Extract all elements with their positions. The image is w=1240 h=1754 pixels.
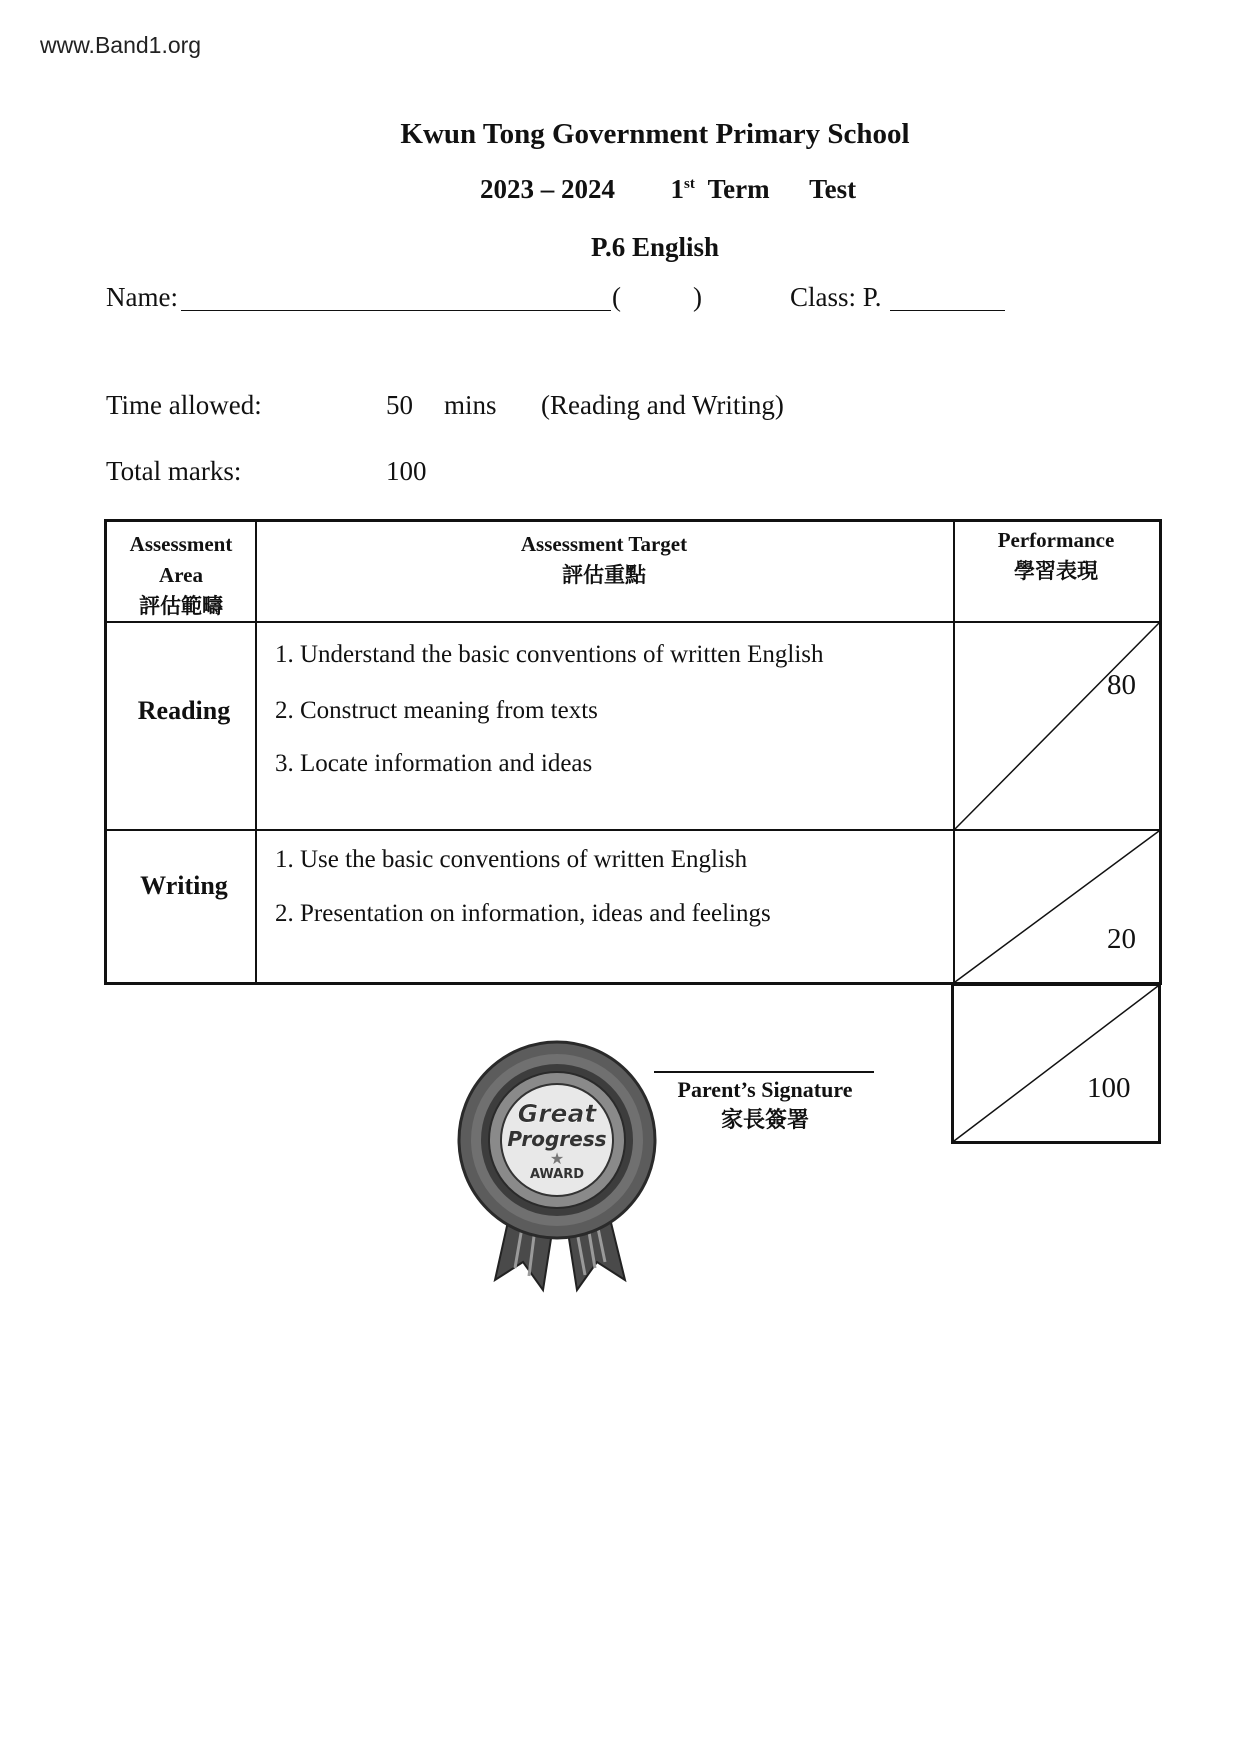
writing-score-slash: [955, 831, 1159, 982]
paren-close: ): [693, 282, 702, 312]
badge-award-text: AWARD: [529, 1167, 585, 1182]
class-field[interactable]: [890, 280, 1005, 311]
badge-great-text: Great: [517, 1099, 597, 1128]
header-performance: Performance 學習表現: [997, 528, 1115, 583]
name-label: Name:: [106, 282, 178, 312]
badge-star-icon: ★: [549, 1151, 565, 1168]
badge-progress-text: Progress: [507, 1127, 607, 1151]
column-divider: [255, 522, 257, 982]
total-score-box: [951, 983, 1161, 1144]
time-value: 50: [386, 390, 413, 420]
area-writing: Writing: [140, 871, 228, 900]
reading-score-slash: [955, 623, 1159, 829]
writing-target-1: 1. Use the basic conventions of written English: [275, 846, 748, 873]
header-assessment-area: Assessment Area 評估範疇: [129, 532, 233, 618]
website-url: www.Band1.org: [40, 32, 202, 58]
great-progress-award-badge: [445, 1040, 665, 1300]
writing-max-score: 20: [1107, 923, 1136, 955]
writing-target-2: 2. Presentation on information, ideas and feelings: [275, 900, 771, 927]
paren-open: (: [612, 282, 621, 312]
term-number: 1st: [670, 174, 695, 204]
signature-line[interactable]: [654, 1071, 874, 1073]
reading-target-3: 3. Locate information and ideas: [275, 750, 593, 777]
total-score-slash: [954, 986, 1158, 1141]
reading-max-score: 80: [1107, 669, 1136, 701]
reading-target-1: 1. Understand the basic conventions of written English: [275, 641, 824, 668]
subject-title: P.6 English: [590, 232, 720, 262]
reading-target-2: 2. Construct meaning from texts: [275, 697, 598, 724]
header-assessment-target: Assessment Target 評估重點: [520, 532, 688, 587]
signature-label: Parent’s Signature 家長簽署: [677, 1077, 853, 1132]
name-field[interactable]: [181, 280, 611, 311]
term-word: Term: [707, 174, 770, 204]
class-label: Class: P.: [790, 282, 882, 312]
assessment-table: [104, 519, 1162, 985]
time-unit: mins: [444, 390, 497, 420]
marks-value: 100: [386, 456, 427, 486]
test-word: Test: [809, 174, 857, 204]
school-name: Kwun Tong Government Primary School: [400, 118, 910, 150]
school-year: 2023 – 2024: [480, 174, 615, 204]
term-line: [480, 174, 856, 205]
marks-label: Total marks:: [106, 456, 242, 486]
area-reading: Reading: [137, 696, 231, 725]
total-max-score: 100: [1087, 1072, 1131, 1104]
time-label: Time allowed:: [106, 390, 262, 420]
time-note: (Reading and Writing): [541, 390, 784, 420]
